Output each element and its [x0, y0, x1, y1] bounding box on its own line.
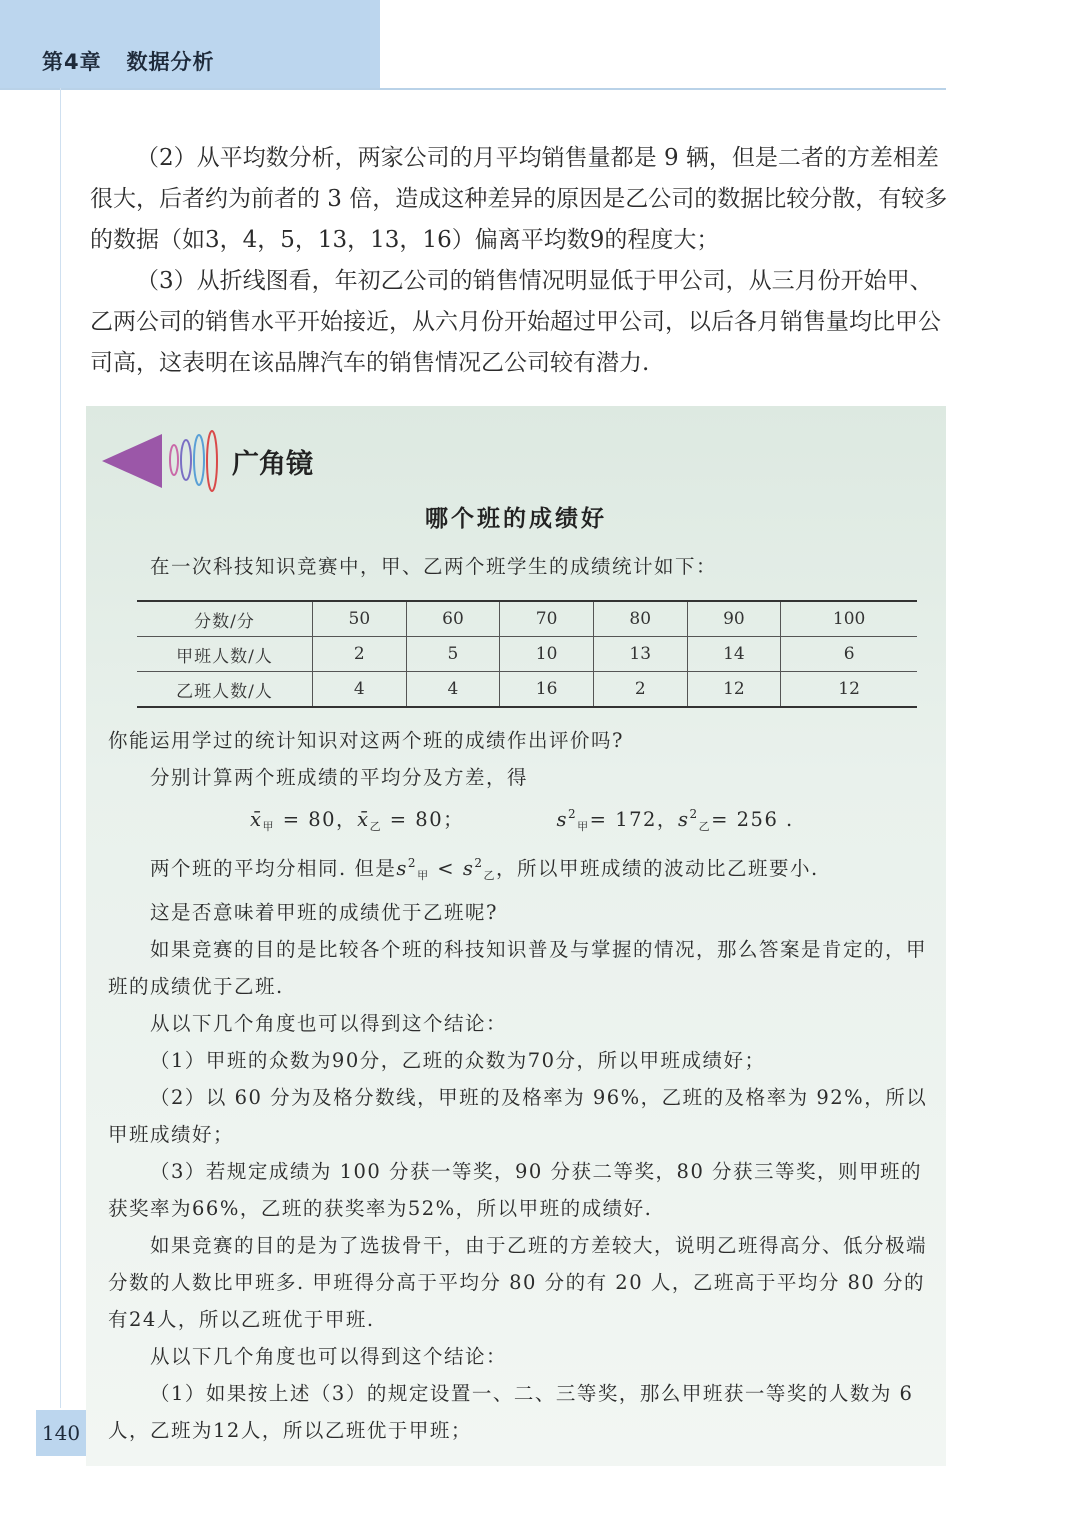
mean-symbol: x̄: [250, 808, 263, 831]
subscript: 甲: [417, 869, 430, 882]
table-cell: 2: [313, 637, 407, 672]
superscript: 2: [689, 807, 699, 821]
table-cell: 50: [313, 601, 407, 637]
box-line: 如果竞赛的目的是比较各个班的科技知识普及与掌握的情况，那么答案是肯定的，甲班的成绩优于乙班.: [108, 938, 928, 998]
table-cell: 4: [406, 672, 500, 708]
formula-value: = 172，: [589, 808, 678, 831]
box-line: （1）如果按上述（3）的规定设置一、二、三等奖，那么甲班获一等奖的人数为 6人，乙班为12人，所以乙班优于甲班；: [108, 1382, 914, 1442]
table-cell: 60: [406, 601, 500, 637]
section-title: 哪个班的成绩好: [425, 505, 607, 532]
table-cell: 12: [687, 672, 781, 708]
subscript: 甲: [262, 820, 275, 833]
score-table: [137, 600, 917, 708]
mean-symbol: x̄: [357, 808, 370, 831]
box-line: （1）甲班的众数为90分，乙班的众数为70分，所以甲班成绩好；: [150, 1049, 766, 1072]
table-cell: 90: [687, 601, 781, 637]
table-cell: 100: [781, 601, 917, 637]
subscript: 乙: [369, 820, 383, 833]
table-cell: 4: [313, 672, 407, 708]
table-cell: 6: [781, 637, 917, 672]
subscript: 乙: [698, 820, 712, 833]
less-than: <: [429, 857, 463, 880]
table-cell: 分数/分: [137, 601, 313, 637]
box-line: （3）若规定成绩为 100 分获一等奖，90 分获二等奖，80 分获三等奖，则甲班的获奖率为66%，乙班的获奖率为52%，所以甲班的成绩好.: [108, 1160, 923, 1220]
compare-line: [108, 845, 930, 894]
lens-rings-icon: [166, 430, 226, 494]
subscript: 乙: [483, 869, 496, 882]
wide-angle-triangle-icon: [102, 434, 162, 488]
superscript: 2: [568, 807, 578, 821]
box-line: 从以下几个角度也可以得到这个结论：: [150, 1345, 508, 1368]
variance-symbol: s: [556, 808, 569, 831]
table-cell: 13: [593, 637, 687, 672]
box-line: 如果竞赛的目的是为了选拔骨干，由于乙班的方差较大，说明乙班得高分、低分极端分数的人数比甲班多. 甲班得分高于平均分 80 分的有 20 人，乙班高于平均分 80 分的有24人，所以乙班优于甲班.: [108, 1234, 928, 1331]
main-text: [90, 138, 950, 384]
table-cell: 2: [593, 672, 687, 708]
table-cell: 80: [593, 601, 687, 637]
box-line: （2）以 60 分为及格分数线，甲班的及格率为 96%，乙班的及格率为 92%，所以甲班成绩好；: [108, 1086, 928, 1146]
formula-line: [108, 796, 930, 845]
table-row: [137, 672, 917, 708]
subscript: 甲: [577, 820, 590, 833]
paragraph: （2）从平均数分析，两家公司的月平均销售量都是 9 辆，但是二者的方差相差很大，后者约为前者的 3 倍，造成这种差异的原因是乙公司的数据比较分散，有较多的数据（如3，4，5，13，13，16）偏离平均数9的程度大；: [90, 145, 948, 253]
table-cell: 乙班人数/人: [137, 672, 313, 708]
table-cell: 5: [406, 637, 500, 672]
variance-symbol: s: [462, 857, 475, 880]
question-line: 你能运用学过的统计知识对这两个班的成绩作出评价吗?: [108, 729, 624, 752]
box-label: 广角镜: [232, 449, 313, 480]
table-row: [137, 637, 917, 672]
box-line: 从以下几个角度也可以得到这个结论：: [150, 1012, 508, 1035]
table-cell: 70: [500, 601, 594, 637]
formula-value: = 256 .: [711, 808, 794, 831]
variance-symbol: s: [677, 808, 690, 831]
paragraph: （3）从折线图看，年初乙公司的销售情况明显低于甲公司，从三月份开始甲、乙两公司的销售水平开始接近，从六月份开始超过甲公司，以后各月销售量均比甲公司高，这表明在该品牌汽车的销售情况乙公司较有潜力.: [90, 268, 941, 376]
margin-line: [60, 88, 61, 1408]
intro-line: 在一次科技知识竞赛中，甲、乙两个班学生的成绩统计如下：: [150, 555, 718, 578]
page-number: 140: [36, 1410, 86, 1456]
table-cell: 甲班人数/人: [137, 637, 313, 672]
table-cell: 10: [500, 637, 594, 672]
header-divider: [0, 88, 946, 90]
superscript: 2: [474, 856, 484, 870]
table-header-row: [137, 601, 917, 637]
box-body: [108, 722, 930, 1449]
formula-value: = 80，: [282, 808, 358, 831]
box-heading: [102, 430, 402, 494]
chapter-title: 第4章 数据分析: [42, 50, 215, 74]
calc-intro-line: 分别计算两个班成绩的平均分及方差，得: [150, 766, 529, 789]
table-cell: 14: [687, 637, 781, 672]
formula-value: = 80；: [389, 808, 465, 831]
variance-symbol: s: [396, 857, 408, 880]
table-cell: 16: [500, 672, 594, 708]
compare-text: ，所以甲班成绩的波动比乙班要小.: [495, 857, 819, 880]
intro-text: [108, 548, 930, 585]
compare-text: 两个班的平均分相同. 但是: [150, 857, 397, 880]
superscript: 2: [407, 856, 418, 870]
box-line: 这是否意味着甲班的成绩优于乙班呢?: [150, 901, 498, 924]
table-cell: 12: [781, 672, 917, 708]
